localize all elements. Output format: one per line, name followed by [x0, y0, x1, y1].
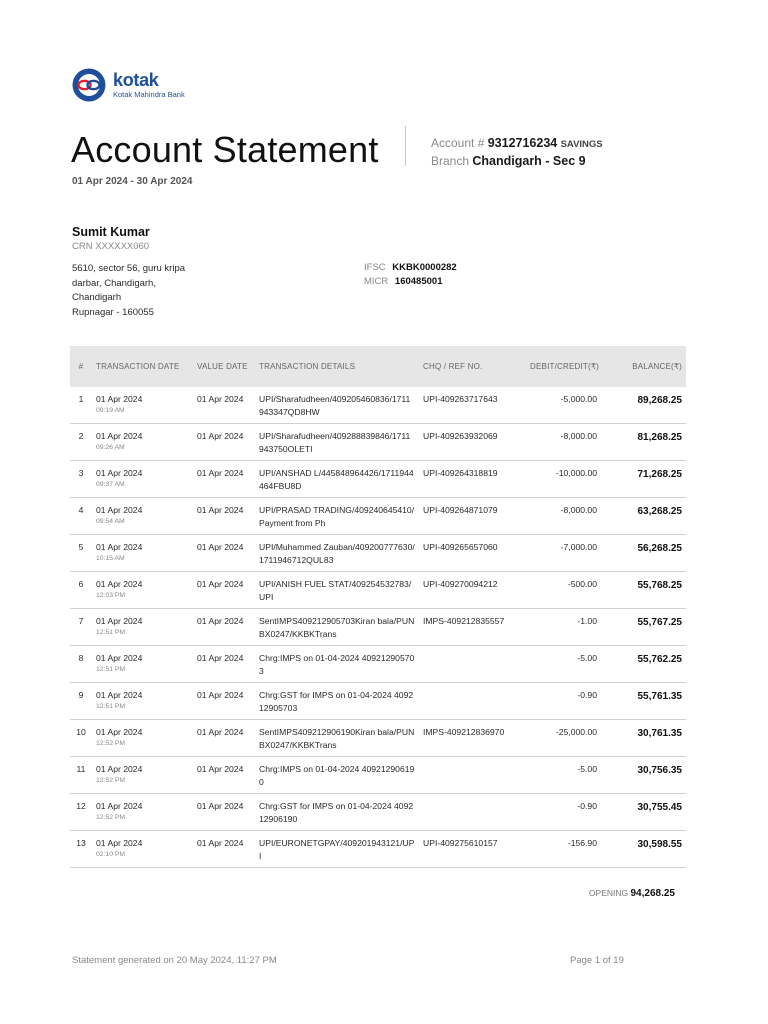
value-date: 01 Apr 2024: [193, 424, 255, 461]
transaction-date: 01 Apr 2024: [96, 505, 143, 515]
row-number: 3: [70, 461, 92, 498]
transaction-details-text: UPI/Sharafudheen/409205460836/1711943347QD8HW: [259, 394, 411, 417]
transaction-details: [255, 720, 419, 757]
customer-name: Sumit Kumar: [72, 225, 150, 239]
table-row: [70, 424, 686, 461]
table-row: [70, 498, 686, 535]
balance-amount: 89,268.25: [603, 387, 686, 424]
col-header-value-date: VALUE DATE: [193, 346, 255, 387]
customer-crn: CRN XXXXXX060: [72, 241, 150, 252]
transaction-details-text: UPI/Muhammed Zauban/409200777630/1711946712QUL83: [259, 542, 415, 565]
transaction-date: 01 Apr 2024: [96, 801, 143, 811]
balance-amount: 30,598.55: [603, 831, 686, 868]
transaction-details-text: UPI/EURONETGPAY/409201943121/UPI: [259, 838, 415, 861]
generated-note: Statement generated on 20 May 2024, 11:27 PM: [72, 955, 277, 966]
balance-amount: 55,761.35: [603, 683, 686, 720]
value-date: 01 Apr 2024: [193, 683, 255, 720]
ifsc-info: [364, 262, 457, 273]
value-date: 01 Apr 2024: [193, 720, 255, 757]
transaction-date-cell: [92, 609, 193, 646]
transaction-date-cell: [92, 757, 193, 794]
transaction-details-text: UPI/Sharafudheen/409288839846/1711943750OLETI: [259, 431, 411, 454]
table-row: [70, 831, 686, 868]
value-date: 01 Apr 2024: [193, 794, 255, 831]
transaction-time: 12:03 PM: [96, 591, 126, 599]
transaction-date-cell: [92, 535, 193, 572]
transaction-details-text: Chrg:IMPS on 01-04-2024 409212905703: [259, 653, 415, 676]
transaction-date-cell: [92, 461, 193, 498]
ref-number: IMPS-409212835557: [419, 609, 517, 646]
debit-credit-amount: -5.00: [517, 757, 603, 794]
address-line: 5610, sector 56, guru kripa: [72, 263, 186, 274]
transaction-date: 01 Apr 2024: [96, 542, 143, 552]
row-number: 8: [70, 646, 92, 683]
transaction-date: 01 Apr 2024: [96, 764, 143, 774]
table-row: [70, 683, 686, 720]
col-header-transaction-date: TRANSACTION DATE: [92, 346, 193, 387]
transaction-date: 01 Apr 2024: [96, 690, 143, 700]
debit-credit-amount: -5,000.00: [517, 387, 603, 424]
debit-credit-amount: -25,000.00: [517, 720, 603, 757]
debit-credit-amount: -5.00: [517, 646, 603, 683]
row-number: 6: [70, 572, 92, 609]
ref-number: IMPS-409212836970: [419, 720, 517, 757]
row-number: 13: [70, 831, 92, 868]
balance-amount: 55,768.25: [603, 572, 686, 609]
balance-amount: 55,767.25: [603, 609, 686, 646]
transaction-details-text: SentIMPS409212906190Kiran bala/PUNBX0247/KKBKTrans: [259, 727, 415, 750]
transaction-time: 02:10 PM: [96, 850, 126, 858]
transaction-details-text: Chrg:GST for IMPS on 01-04-2024 409212906190: [259, 801, 414, 824]
row-number: 12: [70, 794, 92, 831]
ref-number: [419, 683, 517, 720]
transaction-date-cell: [92, 387, 193, 424]
transaction-time: 09:37 AM: [96, 480, 125, 488]
transaction-date-cell: [92, 572, 193, 609]
ifsc-code: KKBK0000282: [392, 262, 457, 273]
bank-logo: [72, 68, 185, 102]
opening-balance: [589, 888, 675, 899]
ref-number: [419, 757, 517, 794]
balance-amount: 71,268.25: [603, 461, 686, 498]
transaction-details: [255, 461, 419, 498]
transaction-time: 12:51 PM: [96, 665, 126, 673]
table-row: [70, 461, 686, 498]
ref-number: UPI-409263932069: [419, 424, 517, 461]
transaction-details-text: Chrg:IMPS on 01-04-2024 409212906190: [259, 764, 415, 787]
table-row: [70, 387, 686, 424]
transaction-time: 12:51 PM: [96, 628, 126, 636]
header-divider: [405, 126, 406, 166]
ref-number: UPI-409264318819: [419, 461, 517, 498]
row-number: 10: [70, 720, 92, 757]
row-number: 2: [70, 424, 92, 461]
statement-period: 01 Apr 2024 - 30 Apr 2024: [72, 176, 193, 187]
balance-amount: 30,756.35: [603, 757, 686, 794]
transaction-time: 09:19 AM: [96, 406, 125, 414]
transaction-date: 01 Apr 2024: [96, 616, 143, 626]
ref-number: [419, 646, 517, 683]
transaction-date-cell: [92, 646, 193, 683]
value-date: 01 Apr 2024: [193, 609, 255, 646]
ref-number: UPI-409265657060: [419, 535, 517, 572]
ifsc-label: IFSC: [364, 262, 386, 273]
opening-label: OPENING: [588, 888, 629, 898]
transaction-details: [255, 572, 419, 609]
debit-credit-amount: -0.90: [517, 683, 603, 720]
account-number: 9312716234: [487, 136, 558, 150]
transaction-details: [255, 646, 419, 683]
branch-label: Branch: [431, 154, 470, 168]
transaction-time: 10:15 AM: [96, 554, 125, 562]
value-date: 01 Apr 2024: [193, 387, 255, 424]
balance-amount: 56,268.25: [603, 535, 686, 572]
transaction-time: 09:54 AM: [96, 517, 125, 525]
debit-credit-amount: -8,000.00: [517, 424, 603, 461]
value-date: 01 Apr 2024: [193, 831, 255, 868]
transaction-date: 01 Apr 2024: [96, 468, 143, 478]
transaction-date: 01 Apr 2024: [96, 431, 143, 441]
transaction-time: 12:52 PM: [96, 776, 126, 784]
transaction-details: [255, 498, 419, 535]
row-number: 5: [70, 535, 92, 572]
transaction-date: 01 Apr 2024: [96, 653, 143, 663]
col-header-number: #: [70, 346, 92, 387]
transaction-details-text: UPI/ANSHAD L/445848964426/1711944464FBU8D: [259, 468, 414, 491]
customer-address: [72, 262, 232, 320]
statement-title: Account Statement: [71, 129, 379, 170]
transaction-time: 12:52 PM: [96, 813, 126, 821]
transaction-date: 01 Apr 2024: [96, 727, 143, 737]
table-row: [70, 535, 686, 572]
transaction-details: [255, 683, 419, 720]
transaction-details: [255, 609, 419, 646]
debit-credit-amount: -156.90: [517, 831, 603, 868]
address-line: Chandigarh: [72, 292, 122, 303]
balance-amount: 55,762.25: [603, 646, 686, 683]
transaction-time: 12:52 PM: [96, 739, 126, 747]
value-date: 01 Apr 2024: [193, 498, 255, 535]
col-header-ref-no: CHQ / REF NO.: [419, 346, 517, 387]
transaction-details-text: SentIMPS409212905703Kiran bala/PUNBX0247/KKBKTrans: [259, 616, 415, 639]
balance-amount: 81,268.25: [603, 424, 686, 461]
balance-amount: 63,268.25: [603, 498, 686, 535]
table-row: [70, 646, 686, 683]
table-row: [70, 794, 686, 831]
transaction-details: [255, 424, 419, 461]
balance-amount: 30,761.35: [603, 720, 686, 757]
value-date: 01 Apr 2024: [193, 461, 255, 498]
transaction-details: [255, 794, 419, 831]
transaction-date-cell: [92, 831, 193, 868]
transaction-details: [255, 535, 419, 572]
table-row: [70, 720, 686, 757]
table-row: [70, 609, 686, 646]
value-date: 01 Apr 2024: [193, 757, 255, 794]
debit-credit-amount: -0.90: [517, 794, 603, 831]
debit-credit-amount: -500.00: [517, 572, 603, 609]
row-number: 11: [70, 757, 92, 794]
transaction-details: [255, 387, 419, 424]
table-header: [70, 346, 686, 387]
account-type: SAVINGS: [560, 139, 603, 150]
transaction-date: 01 Apr 2024: [96, 394, 143, 404]
value-date: 01 Apr 2024: [193, 572, 255, 609]
ref-number: [419, 794, 517, 831]
row-number: 4: [70, 498, 92, 535]
account-info: [431, 136, 603, 150]
account-label: Account #: [431, 136, 485, 150]
ref-number: UPI-409263717643: [419, 387, 517, 424]
transaction-details: [255, 831, 419, 868]
address-line: darbar, Chandigarh,: [72, 277, 156, 289]
transaction-time: 09:26 AM: [96, 443, 125, 451]
branch-info: [431, 154, 586, 168]
transaction-details: [255, 757, 419, 794]
address-line: Rupnagar - 160055: [72, 306, 154, 318]
transaction-date-cell: [92, 720, 193, 757]
value-date: 01 Apr 2024: [193, 646, 255, 683]
transaction-details-text: UPI/ANISH FUEL STAT/409254532783/UPI: [259, 579, 412, 602]
row-number: 7: [70, 609, 92, 646]
branch-name: Chandigarh - Sec 9: [472, 154, 586, 168]
table-row: [70, 757, 686, 794]
transaction-time: 12:51 PM: [96, 702, 126, 710]
row-number: 1: [70, 387, 92, 424]
debit-credit-amount: -10,000.00: [517, 461, 603, 498]
transaction-date: 01 Apr 2024: [96, 838, 143, 848]
table-body: [70, 387, 686, 868]
transaction-details-text: UPI/PRASAD TRADING/409240645410/Payment from Ph: [259, 505, 415, 528]
debit-credit-amount: -7,000.00: [517, 535, 603, 572]
transactions-table: [70, 346, 686, 868]
transaction-date-cell: [92, 498, 193, 535]
transaction-details-text: Chrg:GST for IMPS on 01-04-2024 409212905703: [259, 690, 414, 713]
transaction-date: 01 Apr 2024: [96, 579, 143, 589]
micr-code: 160485001: [394, 276, 443, 287]
ref-number: UPI-409264871079: [419, 498, 517, 535]
ref-number: UPI-409275610157: [419, 831, 517, 868]
transaction-date-cell: [92, 424, 193, 461]
opening-amount: 94,268.25: [630, 888, 675, 899]
page-indicator: Page 1 of 19: [570, 955, 624, 966]
debit-credit-amount: -8,000.00: [517, 498, 603, 535]
micr-label: MICR: [364, 276, 389, 287]
bank-name: kotak: [113, 70, 159, 91]
row-number: 9: [70, 683, 92, 720]
ref-number: UPI-409270094212: [419, 572, 517, 609]
col-header-balance: BALANCE(₹): [603, 346, 686, 387]
transaction-date-cell: [92, 683, 193, 720]
col-header-debit-credit: DEBIT/CREDIT(₹): [517, 346, 603, 387]
bank-subtitle: Kotak Mahindra Bank: [113, 90, 185, 100]
transaction-date-cell: [92, 794, 193, 831]
balance-amount: 30,755.45: [603, 794, 686, 831]
debit-credit-amount: -1.00: [517, 609, 603, 646]
kotak-logo-icon: [72, 68, 106, 102]
table-row: [70, 572, 686, 609]
col-header-transaction-details: TRANSACTION DETAILS: [255, 346, 419, 387]
micr-info: [364, 276, 442, 287]
value-date: 01 Apr 2024: [193, 535, 255, 572]
